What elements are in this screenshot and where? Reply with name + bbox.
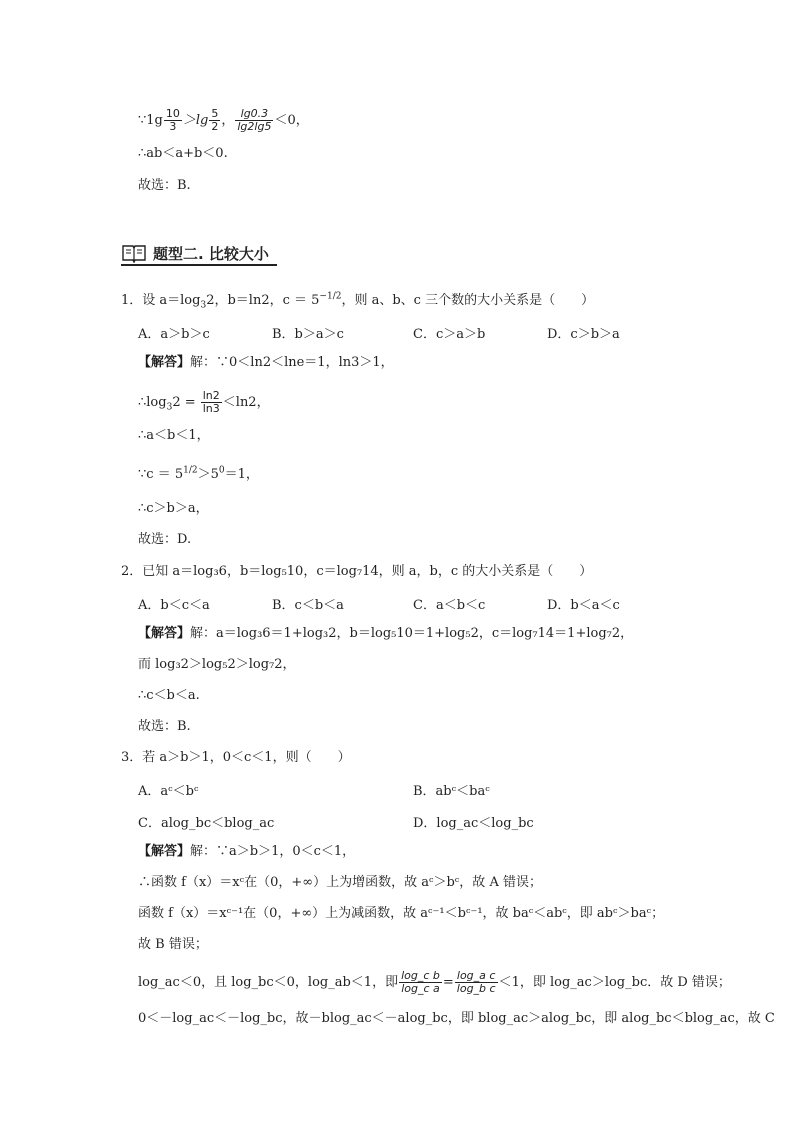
answer-tag: 【解答】 [138, 355, 191, 370]
q1-solution-2 [138, 390, 270, 415]
q1-solution-3: ∴a＜b＜1， [138, 428, 210, 443]
text: 解：∵0＜ln2＜lne＝1，ln3＞1， [190, 355, 394, 370]
q1-option-c: C．c＞a＞b [413, 327, 486, 342]
q1-option-d: D．c＞b＞a [547, 327, 620, 342]
answer-tag: 【解答】 [138, 626, 191, 641]
intro-line-1 [138, 108, 309, 133]
text: ＞lg [182, 113, 209, 128]
text: 2 = [172, 395, 196, 410]
text: ∴log [138, 395, 167, 410]
fraction [235, 108, 273, 133]
text: ＜0， [274, 113, 309, 128]
answer-tag: 【解答】 [138, 844, 191, 859]
q1-option-b: B．b＞a＞c [272, 327, 344, 342]
numerator: log_a c [455, 970, 498, 983]
q2-solution-4: 故选：B. [138, 719, 191, 734]
text: 解：a＝log₃6＝1+log₃2，b＝log₅10＝1+log₅2，c＝log₇14＝1+log₇2， [190, 626, 634, 641]
section-heading [121, 239, 321, 265]
section-title: 题型二. 比较大小 [153, 245, 269, 263]
numerator: 10 [165, 107, 180, 120]
intro-line-3: 故选：B. [138, 178, 191, 193]
q1-solution-4 [138, 466, 259, 484]
denominator: ln3 [202, 402, 220, 415]
text: ∵1g [138, 113, 163, 128]
text: ＝1， [224, 467, 259, 482]
q2-stem: 2．已知 a＝log₃6，b＝log₅10，c＝log₇14，则 a，b，c 的大小关系是（ ） [121, 564, 593, 579]
q1-solution-1 [138, 354, 394, 372]
q2-option-a: A．b＜c＜a [138, 598, 210, 613]
denominator: log_b c [456, 982, 496, 995]
q3-solution-5 [138, 970, 731, 995]
fraction [209, 108, 220, 133]
text: 1．设 a＝log [121, 293, 201, 308]
q3-solution-4: 故 B 错误； [138, 937, 208, 952]
q2-option-b: B．c＜b＜a [272, 598, 344, 613]
superscript: 0 [218, 465, 225, 476]
denominator: log_c a [401, 982, 440, 995]
text: ∵c ＝ 5 [138, 467, 184, 482]
section-underline [121, 264, 277, 266]
q3-solution-3: 函数 f（x）＝xᶜ⁻¹在（0，+∞）上为减函数，故 aᶜ⁻¹＜bᶜ⁻¹，故 baᶜ＜abᶜ，即 abᶜ＞baᶜ； [138, 906, 665, 921]
superscript: 1/2 [183, 465, 198, 476]
text: ，则 a、b、c 三个数的大小关系是（ ） [341, 293, 595, 308]
q3-solution-6: 0＜－log_ac＜－log_bc，故－blog_ac＜－alog_bc，即 blog_ac＞alog_bc，即 alog_bc＜blog_ac，故 C [138, 1011, 775, 1026]
numerator: log_c b [401, 969, 440, 982]
q1-solution-5: ∴c＞b＞a， [138, 501, 209, 516]
text: 解：∵a＞b＞1，0＜c＜1， [190, 844, 356, 859]
text: ＜1，即 log_ac＞log_bc．故 D 错误； [498, 975, 731, 990]
denominator: 3 [169, 120, 177, 133]
q3-option-d: D．log_ac＜log_bc [413, 816, 534, 831]
text: ， [221, 113, 235, 128]
q2-solution-3: ∴c＜b＜a. [138, 688, 200, 703]
denominator: lg2lg5 [237, 120, 272, 133]
q2-option-d: D．b＜a＜c [547, 598, 620, 613]
numerator: lg0.3 [235, 108, 273, 121]
fraction [399, 970, 442, 995]
fraction [164, 108, 182, 133]
q3-solution-2: ∴函数 f（x）＝xᶜ在（0，+∞）上为增函数，故 aᶜ＞bᶜ，故 A 错误； [138, 875, 542, 890]
denominator: 2 [211, 120, 219, 133]
subscript: 3 [200, 300, 207, 311]
q3-option-a: A．aᶜ＜bᶜ [138, 784, 199, 799]
text: 2，b＝ln2，c ＝ 5 [206, 293, 320, 308]
fraction [455, 970, 498, 995]
q2-solution-2: 而 log₃2＞log₅2＞log₇2， [138, 657, 296, 672]
superscript: −1/2 [319, 291, 342, 302]
numerator: 5 [211, 107, 219, 120]
q3-solution-1 [138, 843, 355, 861]
intro-line-2: ∴ab＜a+b＜0. [138, 146, 228, 161]
subscript: 3 [166, 402, 173, 413]
q1-stem [121, 292, 594, 310]
q3-option-b: B．abᶜ＜baᶜ [413, 784, 490, 799]
q2-option-c: C．a＜b＜c [413, 598, 486, 613]
text: log_ac＜0，且 log_bc＜0，log_ab＜1，即 [138, 975, 399, 990]
q1-option-a: A．a＞b＞c [138, 327, 210, 342]
text: ＜ln2， [222, 395, 270, 410]
q1-solution-6: 故选：D. [138, 532, 192, 547]
q2-solution-1 [138, 625, 633, 643]
q3-stem: 3．若 a＞b＞1，0＜c＜1，则（ ） [121, 750, 351, 765]
numerator: ln2 [202, 389, 220, 402]
q3-option-c: C．alog_bc＜blog_ac [138, 816, 275, 831]
text: ＞5 [197, 467, 219, 482]
book-icon [121, 243, 147, 263]
fraction [201, 390, 222, 415]
text: = [442, 975, 454, 990]
